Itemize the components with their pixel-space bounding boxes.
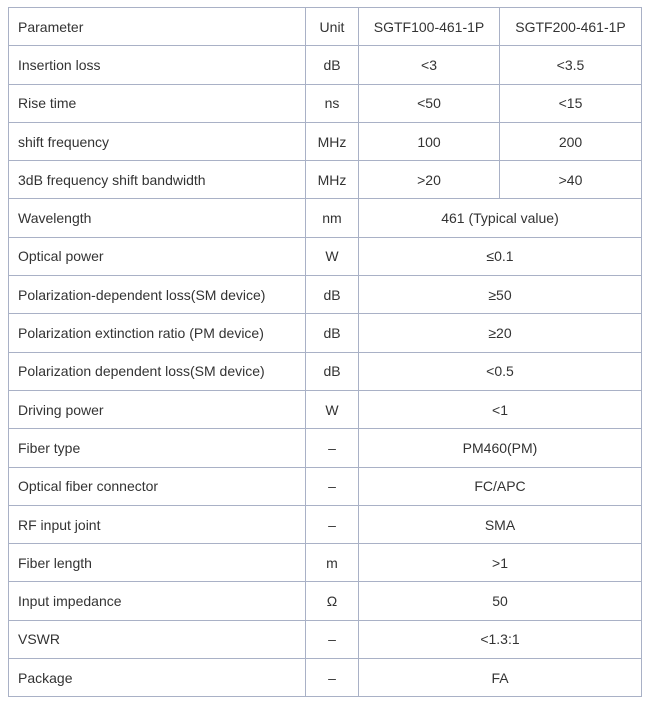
value-cell: >1 — [359, 544, 642, 582]
table-row — [9, 314, 642, 352]
value-cell-model-b: 200 — [500, 122, 642, 160]
unit-cell: Ω — [306, 582, 359, 620]
header-model-a: SGTF100-461-1P — [359, 8, 500, 46]
table-row — [9, 390, 642, 428]
unit-cell: MHz — [306, 161, 359, 199]
table-row — [9, 352, 642, 390]
value-cell: <1 — [359, 390, 642, 428]
value-cell: ≤0.1 — [359, 237, 642, 275]
table-row — [9, 276, 642, 314]
table-row — [9, 429, 642, 467]
value-cell-model-a: <50 — [359, 84, 500, 122]
header-unit: Unit — [306, 8, 359, 46]
unit-cell: – — [306, 467, 359, 505]
unit-cell: – — [306, 429, 359, 467]
value-cell-model-b: <3.5 — [500, 46, 642, 84]
table-row — [9, 237, 642, 275]
unit-cell: dB — [306, 314, 359, 352]
parameter-cell: Fiber length — [9, 544, 306, 582]
parameter-cell: Polarization-dependent loss(SM device) — [9, 276, 306, 314]
parameter-cell: Input impedance — [9, 582, 306, 620]
value-cell-model-a: >20 — [359, 161, 500, 199]
value-cell: FA — [359, 659, 642, 697]
parameter-cell: 3dB frequency shift bandwidth — [9, 161, 306, 199]
value-cell: ≥20 — [359, 314, 642, 352]
unit-cell: dB — [306, 276, 359, 314]
table-row — [9, 46, 642, 84]
parameter-cell: Driving power — [9, 390, 306, 428]
table-row — [9, 161, 642, 199]
table-row — [9, 122, 642, 160]
parameter-cell: Polarization dependent loss(SM device) — [9, 352, 306, 390]
table-row — [9, 84, 642, 122]
parameter-cell: Wavelength — [9, 199, 306, 237]
parameter-cell: shift frequency — [9, 122, 306, 160]
unit-cell: m — [306, 544, 359, 582]
value-cell-model-b: <15 — [500, 84, 642, 122]
parameter-cell: Optical fiber connector — [9, 467, 306, 505]
parameter-cell: Insertion loss — [9, 46, 306, 84]
table-row — [9, 199, 642, 237]
table-row — [9, 620, 642, 658]
parameter-cell: Polarization extinction ratio (PM device) — [9, 314, 306, 352]
parameter-cell: Optical power — [9, 237, 306, 275]
header-parameter: Parameter — [9, 8, 306, 46]
spec-table — [8, 7, 642, 697]
unit-cell: MHz — [306, 122, 359, 160]
unit-cell: W — [306, 390, 359, 428]
parameter-cell: RF input joint — [9, 505, 306, 543]
value-cell: ≥50 — [359, 276, 642, 314]
value-cell: 461 (Typical value) — [359, 199, 642, 237]
unit-cell: ns — [306, 84, 359, 122]
table-row — [9, 544, 642, 582]
value-cell: PM460(PM) — [359, 429, 642, 467]
value-cell-model-a: <3 — [359, 46, 500, 84]
header-row — [9, 8, 642, 46]
table-row — [9, 582, 642, 620]
unit-cell: – — [306, 505, 359, 543]
table-row — [9, 659, 642, 697]
value-cell: SMA — [359, 505, 642, 543]
value-cell: <1.3:1 — [359, 620, 642, 658]
parameter-cell: Fiber type — [9, 429, 306, 467]
parameter-cell: VSWR — [9, 620, 306, 658]
unit-cell: dB — [306, 46, 359, 84]
unit-cell: nm — [306, 199, 359, 237]
unit-cell: W — [306, 237, 359, 275]
value-cell: <0.5 — [359, 352, 642, 390]
parameter-cell: Package — [9, 659, 306, 697]
value-cell: FC/APC — [359, 467, 642, 505]
value-cell: 50 — [359, 582, 642, 620]
parameter-cell: Rise time — [9, 84, 306, 122]
value-cell-model-b: >40 — [500, 161, 642, 199]
header-model-b: SGTF200-461-1P — [500, 8, 642, 46]
unit-cell: – — [306, 620, 359, 658]
table-row — [9, 467, 642, 505]
table-row — [9, 505, 642, 543]
value-cell-model-a: 100 — [359, 122, 500, 160]
unit-cell: – — [306, 659, 359, 697]
unit-cell: dB — [306, 352, 359, 390]
